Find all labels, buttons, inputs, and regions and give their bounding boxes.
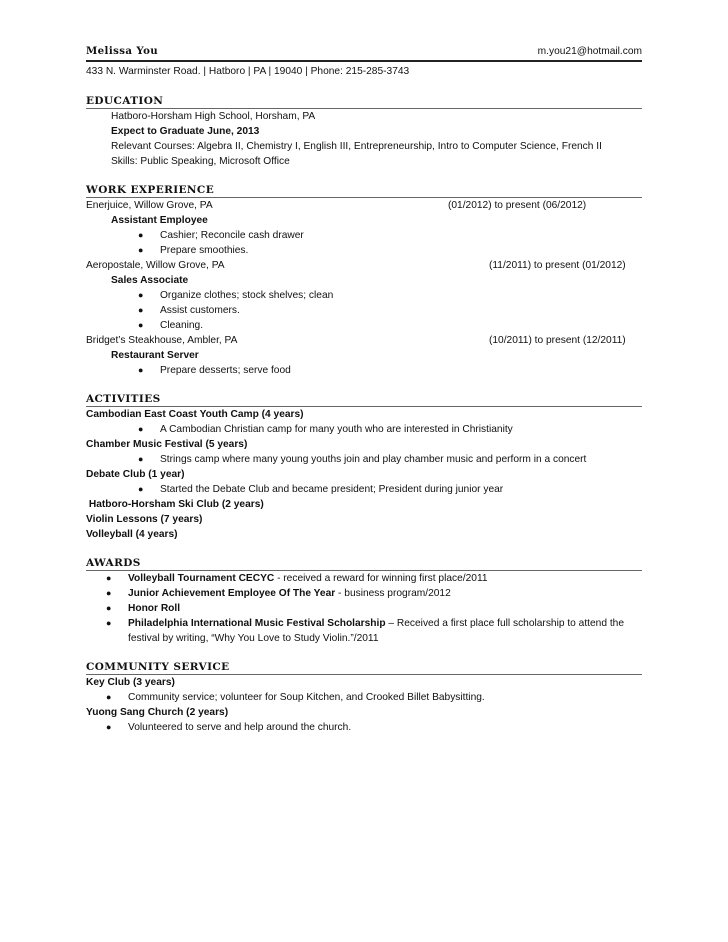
activity-name: Volleyball (4 years)	[86, 529, 178, 540]
email-address[interactable]: m.you21@hotmail.com	[537, 46, 642, 57]
duty-item: ● Organize clothes; stock shelves; clean	[138, 290, 334, 301]
duty-item: ● Cashier; Reconcile cash drawer	[138, 230, 304, 241]
bullet-icon: ●	[138, 245, 144, 255]
bullet-icon: ●	[138, 290, 144, 300]
bullet-icon: ●	[106, 692, 112, 702]
community-detail: ● Volunteered to serve and help around the church.	[106, 722, 352, 733]
award-item: ● Honor Roll	[106, 603, 181, 614]
activity-name: Cambodian East Coast Youth Camp (4 years)	[86, 409, 304, 420]
job-dates: (01/2012) to present (06/2012)	[448, 200, 587, 211]
resume-header	[86, 44, 642, 59]
skills: Skills: Public Speaking, Microsoft Office	[111, 156, 290, 167]
bullet-icon: ●	[106, 603, 112, 613]
job-dates: (10/2011) to present (12/2011)	[489, 335, 626, 346]
community-heading: COMMUNITY SERVICE	[86, 661, 230, 673]
candidate-name: Melissa You	[86, 45, 159, 57]
activity-detail: ● Started the Debate Club and became president; President during junior year	[138, 484, 504, 495]
bullet-icon: ●	[106, 588, 112, 598]
job-place: Enerjuice, Willow Grove, PA	[86, 200, 213, 211]
graduation-date: Expect to Graduate June, 2013	[111, 126, 260, 137]
activity-detail: ● A Cambodian Christian camp for many youth who are interested in Christianity	[138, 424, 513, 435]
activity-detail: ● Strings camp where many young youths join and play chamber music and perform in a concert	[138, 454, 587, 465]
job-place: Aeropostale, Willow Grove, PA	[86, 260, 225, 271]
activity-name: Hatboro-Horsham Ski Club (2 years)	[86, 499, 264, 510]
bullet-icon: ●	[138, 484, 144, 494]
work-heading: WORK EXPERIENCE	[86, 184, 215, 196]
bullet-icon: ●	[138, 305, 144, 315]
bullet-icon: ●	[106, 722, 112, 732]
job-dates: (11/2011) to present (01/2012)	[489, 260, 626, 271]
bullet-icon: ●	[138, 454, 144, 464]
activity-name: Chamber Music Festival (5 years)	[86, 439, 248, 450]
relevant-courses: Relevant Courses: Algebra II, Chemistry I, English III, Entrepreneurship, Intro to Computer Science, French II	[111, 141, 602, 152]
address-line: 433 N. Warminster Road. | Hatboro | PA | 19040 | Phone: 215-285-3743	[86, 66, 410, 77]
header-divider	[86, 60, 642, 62]
activity-name: Violin Lessons (7 years)	[86, 514, 203, 525]
duty-item: ● Prepare smoothies.	[138, 245, 249, 256]
bullet-icon: ●	[138, 230, 144, 240]
community-detail: ● Community service; volunteer for Soup Kitchen, and Crooked Billet Babysitting.	[106, 692, 485, 703]
bullet-icon: ●	[106, 573, 112, 583]
activity-name: Debate Club (1 year)	[86, 469, 185, 480]
job-entry	[86, 333, 642, 348]
school-name: Hatboro-Horsham High School, Horsham, PA	[111, 111, 316, 122]
awards-heading: AWARDS	[86, 557, 141, 569]
award-item: ● Junior Achievement Employee Of The Year - business program/2012	[106, 588, 451, 599]
community-org: Key Club (3 years)	[86, 677, 175, 688]
bullet-icon: ●	[138, 424, 144, 434]
bullet-icon: ●	[106, 618, 112, 628]
resume-page	[86, 44, 642, 735]
activities-heading: ACTIVITIES	[86, 393, 161, 405]
duty-item: ● Assist customers.	[138, 305, 240, 316]
bullet-icon: ●	[138, 365, 144, 375]
education-heading: EDUCATION	[86, 95, 164, 107]
job-entry	[86, 258, 642, 273]
job-role: Assistant Employee	[111, 215, 208, 226]
job-role: Restaurant Server	[111, 350, 199, 361]
job-entry	[86, 198, 642, 213]
award-item: ● Philadelphia International Music Festival Scholarship – Received a first place full scholarship to attend the festival by writing, “Why You Love to Study Violin.”/2011	[106, 618, 624, 644]
duty-item: ● Cleaning.	[138, 320, 204, 331]
duty-item: ● Prepare desserts; serve food	[138, 365, 291, 376]
community-org: Yuong Sang Church (2 years)	[86, 707, 229, 718]
job-place: Bridget’s Steakhouse, Ambler, PA	[86, 335, 238, 346]
bullet-icon: ●	[138, 320, 144, 330]
award-item: ● Volleyball Tournament CECYC - received a reward for winning first place/2011	[106, 573, 488, 584]
job-role: Sales Associate	[111, 275, 189, 286]
